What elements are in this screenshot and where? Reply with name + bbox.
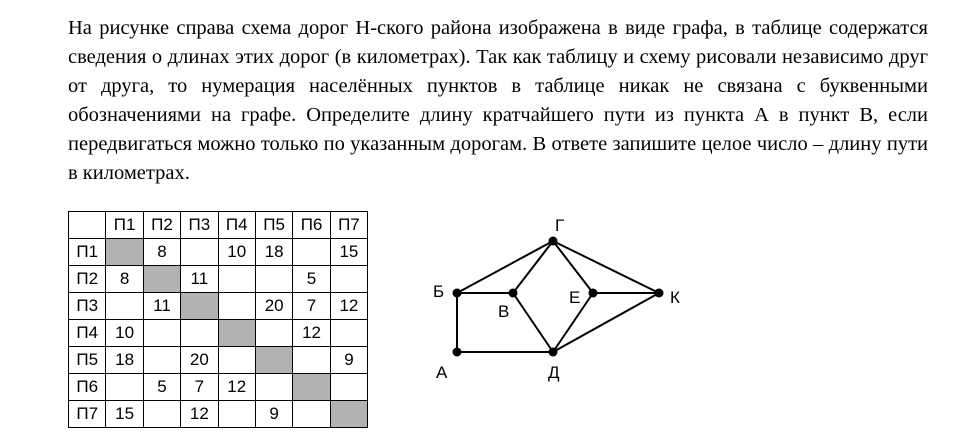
column-header: П3	[181, 212, 218, 239]
node-label-v: В	[498, 302, 510, 321]
table-cell: 11	[143, 293, 180, 320]
table-cell: 7	[293, 293, 330, 320]
column-header: П2	[143, 212, 180, 239]
row-header: П7	[69, 401, 106, 428]
column-header: П4	[218, 212, 255, 239]
table-cell: 12	[218, 374, 255, 401]
edge-g-v	[513, 241, 553, 293]
table-cell: 5	[293, 266, 330, 293]
edge-g-b	[457, 241, 553, 293]
edge-v-d	[513, 293, 553, 352]
table-cell: 9	[255, 401, 292, 428]
node-g	[549, 237, 558, 246]
node-label-e: Е	[569, 288, 581, 307]
node-e	[589, 289, 598, 298]
node-label-k: К	[670, 288, 680, 307]
row-header: П4	[69, 320, 106, 347]
table-cell: 12	[181, 401, 218, 428]
table-cell: 20	[255, 293, 292, 320]
column-header: П5	[255, 212, 292, 239]
graph-nodes	[453, 237, 664, 357]
table-cell: 10	[106, 320, 143, 347]
row-header: П5	[69, 347, 106, 374]
row-header: П3	[69, 293, 106, 320]
node-label-a: А	[436, 363, 448, 382]
column-header: П7	[330, 212, 367, 239]
table-cell: 12	[293, 320, 330, 347]
node-k	[655, 289, 664, 298]
column-header: П1	[106, 212, 143, 239]
row-header: П2	[69, 266, 106, 293]
table-cell: 8	[143, 239, 180, 266]
graph-edges	[457, 241, 659, 352]
node-label-d: Д	[548, 363, 560, 382]
problem-text: На рисунке справа схема дорог Н-ского района изображена в виде графа, в таблице содержатся сведения о длинах этих дорог (в километрах). Так как таблицу и схему рисовали независимо друг от друга, то нумерация населённых пунктов в таблице никак не связана с буквенными обозначениями на графе. Определите длину кратчайшего пути из пункта А в пункт В, если передвигаться можно только по указанным дорогам. В ответе запишите целое число – длину пути в километрах.	[68, 17, 928, 184]
column-header: П6	[293, 212, 330, 239]
table-cell: 9	[330, 347, 367, 374]
table-cell: 18	[106, 347, 143, 374]
edge-g-k	[553, 241, 659, 293]
node-label-g: Г	[555, 216, 565, 235]
row-header: П1	[69, 239, 106, 266]
node-b	[453, 289, 462, 298]
row-header: П6	[69, 374, 106, 401]
table-cell: 11	[181, 266, 218, 293]
table-cell: 18	[255, 239, 292, 266]
node-v	[509, 289, 518, 298]
node-label-b: Б	[433, 282, 445, 301]
table-cell: 5	[143, 374, 180, 401]
table-cell: 8	[106, 266, 143, 293]
table-cell: 12	[330, 293, 367, 320]
table-cell: 20	[181, 347, 218, 374]
table-cell: 15	[106, 401, 143, 428]
node-a	[453, 348, 462, 357]
table-cell: 7	[181, 374, 218, 401]
table-cell: 15	[330, 239, 367, 266]
edge-g-e	[553, 241, 593, 293]
node-d	[549, 348, 558, 357]
table-cell: 10	[218, 239, 255, 266]
